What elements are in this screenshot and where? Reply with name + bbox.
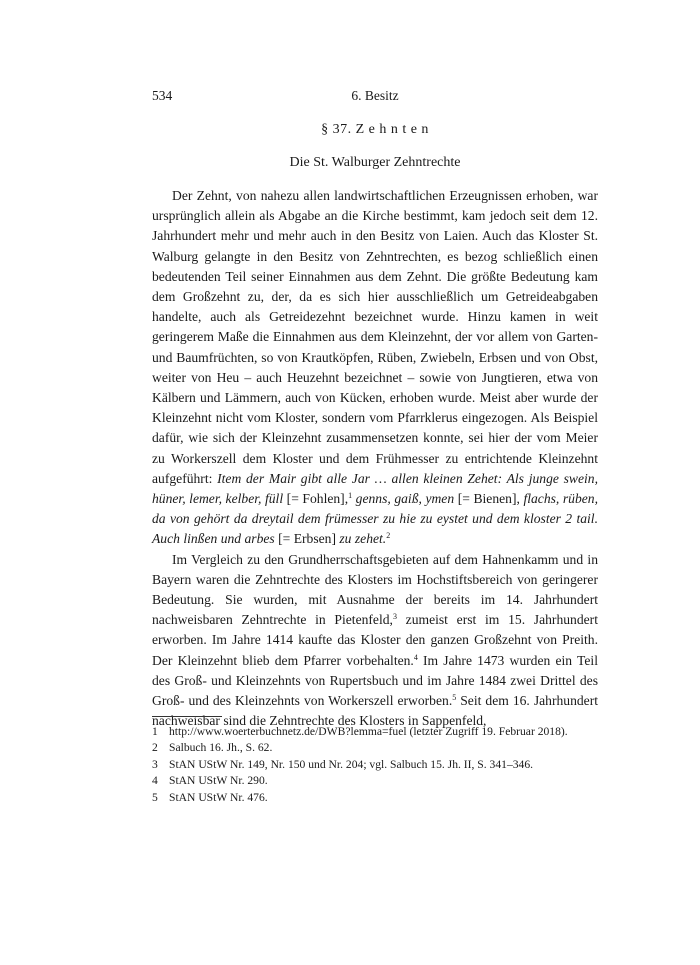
paragraph-2-text: Seit dem 16. Jahrhundert nachweisbar sind die Zehntrechte des Klosters in Sappenfeld, — [152, 693, 599, 729]
body-text — [152, 186, 598, 731]
footnotes — [152, 724, 598, 806]
quote-segment: flachs, rüben, da von gehört da dreytail dem frümesser zu hie zu eystet und dem kloster 2 tail. Auch linßen und arbes — [152, 491, 598, 547]
editorial-bracket: [= Erbsen] — [278, 531, 336, 547]
footnote-1 — [152, 724, 598, 740]
section-heading: § 37. Z e h n t e n — [321, 122, 429, 137]
running-head — [152, 88, 598, 108]
footnote-text[interactable]: http://www.woerterbuchnetz.de/DWB?lemma=fuel (letzter Zugriff 19. Februar 2018). — [169, 725, 568, 738]
footnote-number: 3 — [152, 757, 158, 771]
paragraph-1 — [152, 186, 598, 550]
footnote-5 — [152, 790, 598, 806]
footnote-text: StAN UStW Nr. 476. — [169, 790, 268, 804]
footnote-ref-4[interactable]: 4 — [413, 652, 418, 662]
footnote-number: 5 — [152, 790, 158, 804]
quote-segment: zu zehet. — [335, 531, 387, 547]
footnote-ref-1[interactable]: 1 — [348, 491, 353, 501]
footnote-ref-5[interactable]: 5 — [452, 693, 457, 703]
paragraph-2 — [152, 550, 598, 732]
paragraph-1-text: Der Zehnt, von nahezu allen landwirtschaftlichen Erzeugnissen erhoben, war ursprünglich allein als Abgabe an die Kirche bestimmt, kam jedoch seit dem 12. Jahrhundert mehr und mehr auch in den Besitz von Laien. Auch das Kloster St. Walburg gelangte in den Besitz von Zehntrechten, es bezog schließlich einen bedeutenden Teil seiner Einnahmen aus dem Zehnt. Die größte Bedeutung kam dem Großzehnt zu, der, da es sich hier ausschließlich um Getreideabgaben handelte, auch als Getreidezehnt bezeichnet wurde. Hinzu kamen in weit geringerem Maße die Einnahmen aus dem Kleinzehnt, der vor allem von Garten- und Baumfrüchten, so von Krautköpfen, Rüben, Zwiebeln, Erbsen und von Obst, weiter von Heu – auch Heuzehnt bezeichnet – sowie von Jungtieren, etwa von Kälbern und Lämmern, auch von Kücken, erhoben wurde. Meist aber wurde der Kleinzehnt nicht vom Kloster, sondern vom Pfarrklerus eingezogen. Als Beispiel dafür, wie sich der Kleinzehnt zusammensetzen konnte, sei hier der vom Meier zu Workerszell dem Kloster und dem Frühmesser zu entrichtende Kleinzehnt aufgeführt: — [152, 188, 598, 486]
paragraph-2-text: Im Vergleich zu den Grundherrschaftsgebieten auf dem Hahnenkamm und in Bayern waren die Zehntrechte des Klosters im Hochstiftsbereich von geringerer Bedeutung. Sie wurden, mit Ausnahme der bereits im 14. Jahrhundert nachweisbaren Zehntrechte in Pietenfeld, — [152, 551, 598, 628]
paragraph-2-text: zumeist erst im 15. Jahrhundert erworben. Im Jahre 1414 kaufte das Kloster den ganzen Großzehnt von Preith. Der Kleinzehnt blieb dem Pfarrer vorbehalten. — [152, 612, 598, 668]
footnote-text: StAN UStW Nr. 149, Nr. 150 und Nr. 204; vgl. Salbuch 15. Jh. II, S. 341–346. — [169, 757, 534, 771]
footnote-number: 2 — [152, 741, 158, 755]
footnote-text: Salbuch 16. Jh., S. 62. — [169, 741, 273, 755]
running-title: 6. Besitz — [351, 88, 399, 103]
section-subheading: Die St. Walburger Zehntrechte — [289, 155, 461, 170]
page-number: 534 — [152, 88, 173, 103]
editorial-bracket: [= Bienen], — [457, 491, 520, 507]
footnote-4 — [152, 773, 598, 789]
footnote-text: StAN UStW Nr. 290. — [169, 774, 268, 788]
editorial-bracket: [= Fohlen], — [286, 491, 349, 507]
footnote-ref-2[interactable]: 2 — [386, 531, 391, 541]
footnote-2 — [152, 740, 598, 756]
footnote-ref-3[interactable]: 3 — [392, 612, 397, 622]
footnote-3 — [152, 757, 598, 773]
footnote-divider — [152, 716, 222, 717]
quote-segment: genns, gaiß, ymen — [352, 491, 458, 507]
footnote-number: 1 — [152, 725, 158, 738]
footnote-number: 4 — [152, 774, 158, 788]
paragraph-2-text: Im Jahre 1473 wurden ein Teil des Groß- und Kleinzehnts von Rupertsbuch und im Jahre 1484 zwei Drittel des Groß- und des Kleinzehnts von Workerszell erworben. — [152, 652, 598, 709]
quote-segment: Item der Mair gibt alle Jar … allen kleinen Zehet: Als junge swein, hüner, lemer, kelber, füll — [152, 470, 598, 507]
